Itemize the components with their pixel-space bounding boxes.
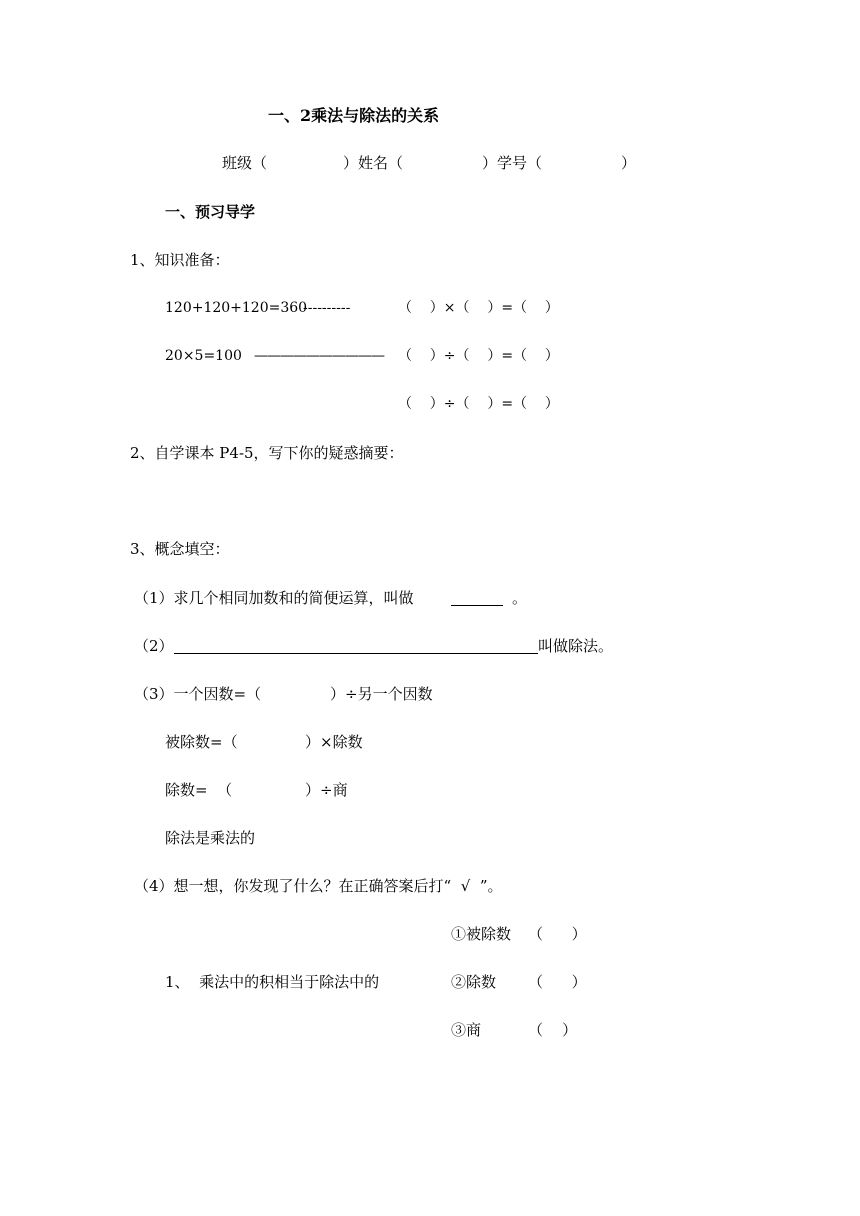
- option-2-blank[interactable]: （ ）: [528, 973, 587, 991]
- q1-row-3-template: （ ）÷（ ）=（ ）: [398, 396, 559, 412]
- q3-item-3-line-1-b: ）÷另一个因数: [330, 685, 433, 703]
- q3-item-2-suffix: 叫做除法。: [538, 637, 614, 655]
- page-title: 一、2乘法与除法的关系: [268, 106, 440, 125]
- name-label: ）姓名（: [343, 154, 404, 172]
- q3-item-2-blank[interactable]: [174, 653, 538, 654]
- question-2-label: 2、自学课本 P4-5，写下你的疑惑摘要：: [130, 444, 404, 462]
- option-3-label: ③商: [451, 1021, 482, 1039]
- option-1-blank[interactable]: （ ）: [528, 925, 587, 943]
- option-2-label: ②除数: [451, 973, 497, 991]
- q3-item-4-prompt: （4）想一想，你发现了什么？在正确答案后打“ √ ”。: [134, 877, 503, 895]
- q3-item-1-text: （1）求几个相同加数和的简便运算，叫做: [134, 589, 414, 607]
- q3-item-3-line-2-b: ）×除数: [305, 733, 363, 751]
- q3-item-1-blank[interactable]: [451, 605, 503, 606]
- q3-item-3-line-4: 除法是乘法的: [165, 829, 256, 847]
- q1-row-1-template: （ ）×（ ）=（ ）: [398, 300, 559, 316]
- q3-item-2-prefix: （2）: [134, 637, 174, 655]
- student-id-label: ）学号（: [482, 154, 543, 172]
- option-1-label: ①被除数: [451, 925, 512, 943]
- q3-item-1-end: 。: [512, 589, 528, 607]
- q3-item-4-statement: 1、 乘法中的积相当于除法中的: [165, 973, 380, 991]
- q1-row-2-template: （ ）÷（ ）=（ ）: [398, 348, 559, 364]
- question-3-label: 3、概念填空：: [130, 540, 230, 558]
- question-1-label: 1、知识准备：: [130, 251, 230, 269]
- q1-row-2-dashes: ——————————: [254, 348, 384, 364]
- class-label: 班级（: [222, 154, 268, 172]
- q3-item-3-line-2-a: 被除数=（: [165, 733, 238, 751]
- q3-item-3-line-1-a: （3）一个因数=（: [134, 685, 262, 703]
- section-heading: 一、预习导学: [165, 203, 256, 221]
- q1-row-1-dashes: ----------: [303, 300, 351, 316]
- option-3-blank[interactable]: （ ）: [528, 1021, 578, 1039]
- q1-row-2-expression: 20×5=100: [165, 348, 242, 364]
- student-id-close: ）: [621, 154, 637, 172]
- q1-row-1-expression: 120+120+120=360: [165, 300, 308, 316]
- q3-item-3-line-3-a: 除数= （: [165, 781, 233, 799]
- q3-item-3-line-3-b: ）÷商: [305, 781, 348, 799]
